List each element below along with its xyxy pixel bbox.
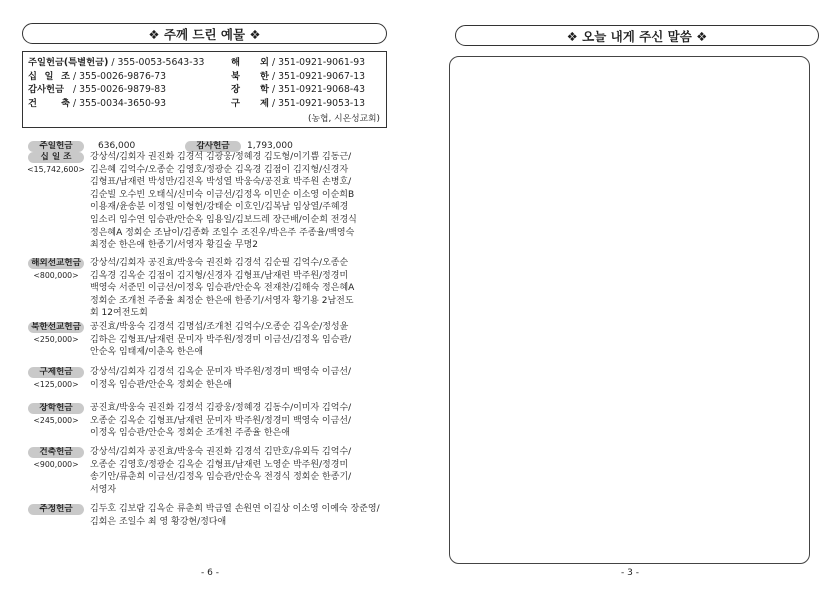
donor-line: 강상석/김회자 김경석 김옥순 문미자 박주원/정경미 백영숙 이금선/ xyxy=(90,367,352,377)
donor-line: 이용재/윤송분 이정일 이형헌/강태순 이호인/김복남 임상열/주혜경 xyxy=(90,202,349,213)
account-row xyxy=(28,97,204,111)
page-number-left: - 6 - xyxy=(201,568,219,578)
donor-line: 김형표/남재련 박성만/김진옥 박성열 박웅숙/공진효 박주원 손병호/ xyxy=(90,177,352,188)
total-label-sunday: 주일헌금 xyxy=(28,141,84,152)
offering-amount: <125,000> xyxy=(33,380,79,389)
donor-line: 최정순 한은애 한종기/서영자 황길술 무명2 xyxy=(90,240,259,251)
account-label: 감사헌금 xyxy=(28,84,64,95)
donor-line: 이정옥 임승관/안순옥 정회순 한은애 xyxy=(90,379,233,390)
account-label: 건 축 xyxy=(28,97,70,109)
account-label: 북 한 xyxy=(231,70,269,82)
donor-line: 김회은 조일수 최 영 황강현/정다애 xyxy=(90,516,227,527)
donor-line: 김두호 김보람 김옥순 류춘희 박금열 손원연 이길상 이소영 이예숙 장준영/ xyxy=(90,504,380,514)
donor-line: 안순옥 임태제/이춘옥 한은애 xyxy=(90,347,204,358)
donor-line: 임소리 임수연 임승관/안순옥 임용일/김보드레 장근배/이순희 전경식 xyxy=(90,214,357,225)
total-amount-thanks: 1,793,000 xyxy=(247,141,293,151)
donor-line: 공진효/박웅숙 김경석 김명섭/조개천 김억수/오종순 김옥순/정성윤 xyxy=(90,322,349,332)
donor-line: 정회순 조개천 주종율 최정순 한은애 한종기/서영자 황기용 2남전도 xyxy=(90,295,354,306)
donor-line: 강상석/김회자 공진효/박웅숙 권진화 김경석 김순필 김억수/오종순 xyxy=(90,258,349,268)
account-column-left xyxy=(28,56,204,110)
donor-line: 서영자 xyxy=(90,484,117,495)
offering-amount: <800,000> xyxy=(33,271,79,280)
donor-line: 김순빌 오수빈 오태식/신미숙 이금선/김정옥 이민순 이소영 이순희B xyxy=(90,189,355,200)
offering-amount: <15,742,600> xyxy=(27,165,85,174)
offering-label: 구제헌금 xyxy=(28,367,84,378)
account-row xyxy=(28,56,204,70)
offering-label: 건축헌금 xyxy=(28,447,84,458)
account-row xyxy=(231,70,365,84)
donor-list xyxy=(90,257,390,320)
account-number: / 355-0053-5643-33 xyxy=(111,57,205,68)
donor-list xyxy=(90,321,390,359)
donor-line: 송기안/류춘희 이금선/김정옥 임승관/안순옥 전경식 정회순 한종기/ xyxy=(90,472,352,483)
donor-line: 김하은 김형표/남재련 문미자 박주원/정경미 이금선/김정옥 임승관/ xyxy=(90,334,352,345)
offering-label: 십 일 조 xyxy=(28,152,84,163)
offering-label: 북한선교헌금 xyxy=(28,322,84,333)
account-row xyxy=(28,70,204,84)
total-label-thanks: 감사헌금 xyxy=(185,141,241,152)
donor-line: 오종순 김영호/정광순 김옥순 김형표/남재련 노영순 박주원/정경미 xyxy=(90,459,349,470)
offering-amount: <245,000> xyxy=(33,416,79,425)
sermon-notes-title: ❖ 오늘 내게 주신 말씀 ❖ xyxy=(455,25,819,46)
donor-line: 김은혜 김억수/오종순 김영호/정광순 김옥경 김점이 김지형/신경자 xyxy=(90,164,349,175)
account-row xyxy=(231,97,365,111)
donor-list xyxy=(90,151,390,252)
account-number: / 351-0921-9061-93 xyxy=(272,57,366,68)
donor-line: 김옥경 김옥순 김점이 김지형/신경자 김형표/남재련 박주원/정경미 xyxy=(90,270,349,281)
offering-amount: <250,000> xyxy=(33,335,79,344)
donor-list xyxy=(90,366,390,391)
account-column-right xyxy=(231,56,365,110)
donor-list xyxy=(90,503,390,528)
account-row xyxy=(231,56,365,70)
account-row xyxy=(231,83,365,97)
account-label: 십 일 조 xyxy=(28,70,70,82)
offering-label: 주정헌금 xyxy=(28,504,84,515)
donor-list xyxy=(90,402,390,440)
account-number: / 355-0034-3650-93 xyxy=(73,97,167,109)
page-number-right: - 3 - xyxy=(621,568,639,578)
donor-line: 회 12여전도회 xyxy=(90,308,148,319)
offering-label: 장학헌금 xyxy=(28,403,84,414)
offering-label: 해외선교헌금 xyxy=(28,258,84,269)
account-label: 장 학 xyxy=(231,84,269,95)
account-info-box xyxy=(22,51,387,128)
offering-amount: <900,000> xyxy=(33,460,79,469)
account-row xyxy=(28,83,204,97)
sermon-notes-box xyxy=(449,56,810,564)
donor-line: 강상석/김회자 공진효/박웅숙 권진화 김경석 김만호/유외득 김억수/ xyxy=(90,447,352,457)
donor-line: 공진효/박웅숙 권진화 김경석 김광웅/정혜경 김동수/이미자 김억수/ xyxy=(90,403,352,413)
donor-line: 오종순 김옥순 김형표/남재련 문미자 박주원/정경미 백영숙 이금선/ xyxy=(90,415,352,426)
bank-note: (농협, 시온성교회) xyxy=(308,114,380,124)
account-number: / 351-0921-9053-13 xyxy=(272,97,366,109)
donor-line: 이정옥 임승관/안순옥 정회순 조개천 주종율 한은애 xyxy=(90,428,290,439)
account-label: 해 외 xyxy=(231,57,269,68)
account-number: / 351-0921-9068-43 xyxy=(272,84,366,95)
total-amount-sunday: 636,000 xyxy=(98,141,136,151)
account-label: 주일헌금(특별헌금) xyxy=(28,57,109,68)
offerings-title: ❖ 주께 드린 예물 ❖ xyxy=(22,23,387,44)
account-number: / 351-0921-9067-13 xyxy=(272,70,366,82)
donor-line: 강상석/김회자 권진화 김경석 김광웅/정혜경 김도형/이기쁨 김동근/ xyxy=(90,152,352,162)
donor-line: 정은혜A 정회순 조남이/김종화 조일수 조진우/박은주 주종율/백영숙 xyxy=(90,227,355,238)
donor-line: 백영숙 서준민 이금선/이정옥 임승관/안순옥 전재찬/김해숙 정은혜A xyxy=(90,283,355,294)
donor-list xyxy=(90,446,390,496)
account-number: / 355-0026-9879-83 xyxy=(73,84,167,95)
account-label: 구 제 xyxy=(231,97,269,109)
account-number: / 355-0026-9876-73 xyxy=(73,70,167,82)
